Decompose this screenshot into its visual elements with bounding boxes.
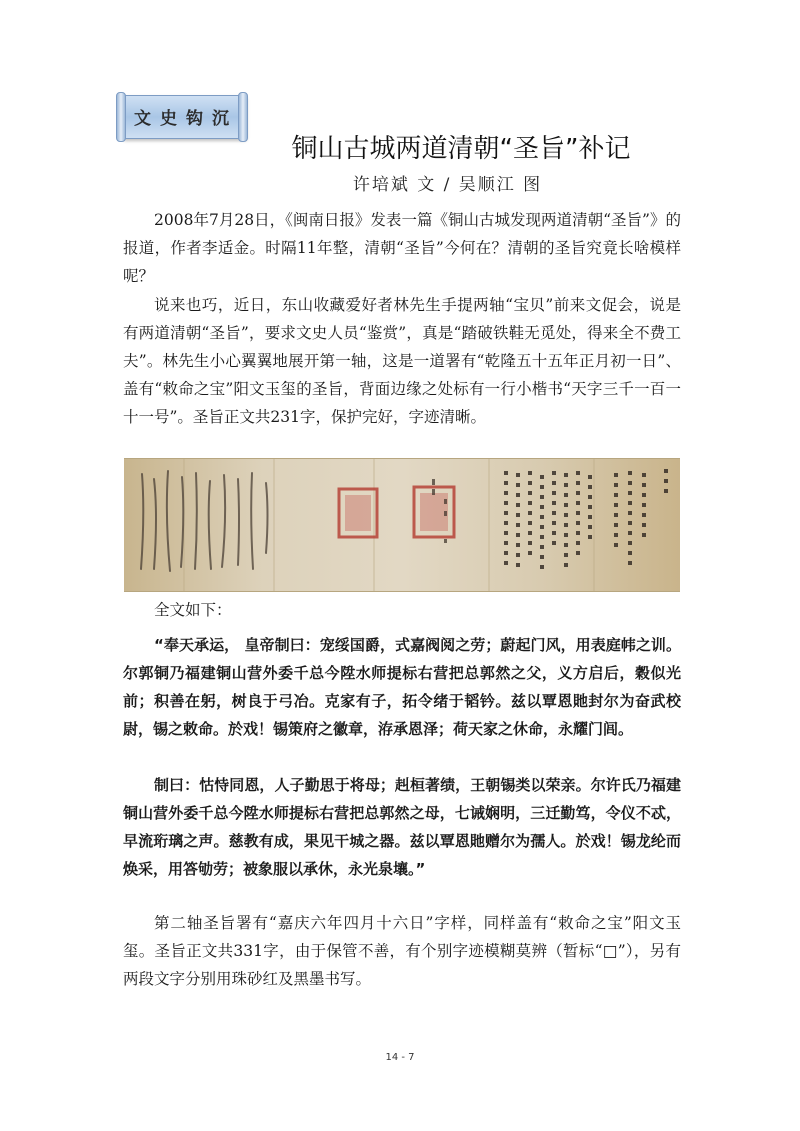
closing-paragraph: 第二轴圣旨署有“嘉庆六年四月十六日”字样，同样盖有“敕命之宝”阳文玉玺。圣旨正文共331字，由于保管不善，有个别字迹模糊莫辨（暂标“□”），另有两段文字分别用珠砂红及黑墨书写。 — [123, 914, 681, 988]
edict-scroll-image — [124, 459, 680, 591]
intro-paragraph: 2008年7月28日，《闽南日报》发表一篇《铜山古城发现两道清朝“圣旨”》的报道，作者李适金。时隔11年整，清朝“圣旨”今何在？清朝的圣旨究竟长啥模样呢？ — [123, 211, 681, 285]
article-title: 铜山古城两道清朝“圣旨”补记 — [291, 134, 631, 164]
story-paragraph: 说来也巧，近日，东山收藏爱好者林先生手提两轴“宝贝”前来文促会，说是有两道清朝“圣旨”，要求文史人员“鉴赏”，真是“踏破铁鞋无觅处，得来全不费工夫”。林先生小心翼翼地展开第一轴，这是一道署有“乾隆五十五年正月初一日”、盖有“敕命之宝”阳文玉玺的圣旨，背面边缘之处标有一行小楷书“天字三千一百一十一号”。圣旨正文共231字，保护完好，字迹清晰。 — [123, 296, 681, 426]
edict-text-mother: 制曰：怙恃同恩，人子勤思于将母；赳桓著绩，王朝锡类以荣亲。尔许氏乃福建铜山营外委千总今陞水师提标右营把总郭然之母，七诫娴明，三迁勤笃，令仪不忒，早流珩璃之声。慈教有成，果见干城之器。兹以覃恩貤赠尔为孺人。於戏！锡龙纶而焕采，用答劬劳；被象服以承休，永光泉壤。” — [123, 776, 681, 878]
section-tag-label: 文史钩沉 — [134, 108, 238, 129]
edict-scroll-photo — [124, 458, 680, 592]
byline-row — [0, 170, 800, 195]
fulltext-intro: 全文如下： — [154, 601, 232, 619]
article-byline: 许培斌 文 / 吴顺江 图 — [352, 175, 543, 195]
article-title-row — [0, 128, 800, 165]
edict-text-father: “奉天承运， 皇帝制曰：宠绥国爵，式嘉阀阅之劳；蔚起门风，用表庭帏之训。尔郭铜乃福建铜山营外委千总今陞水师提标右营把总郭然之父，义方启后，穀似光前；积善在躬，树良于弓冶。克家有子，拓令绪于韬钤。兹以覃恩貤封尔为奋武校尉，锡之敕命。於戏！锡策府之徽章，洊承恩泽；荷天家之休命，永耀门闾。 — [123, 636, 681, 738]
page-number: 14 - 7 — [385, 1052, 415, 1063]
